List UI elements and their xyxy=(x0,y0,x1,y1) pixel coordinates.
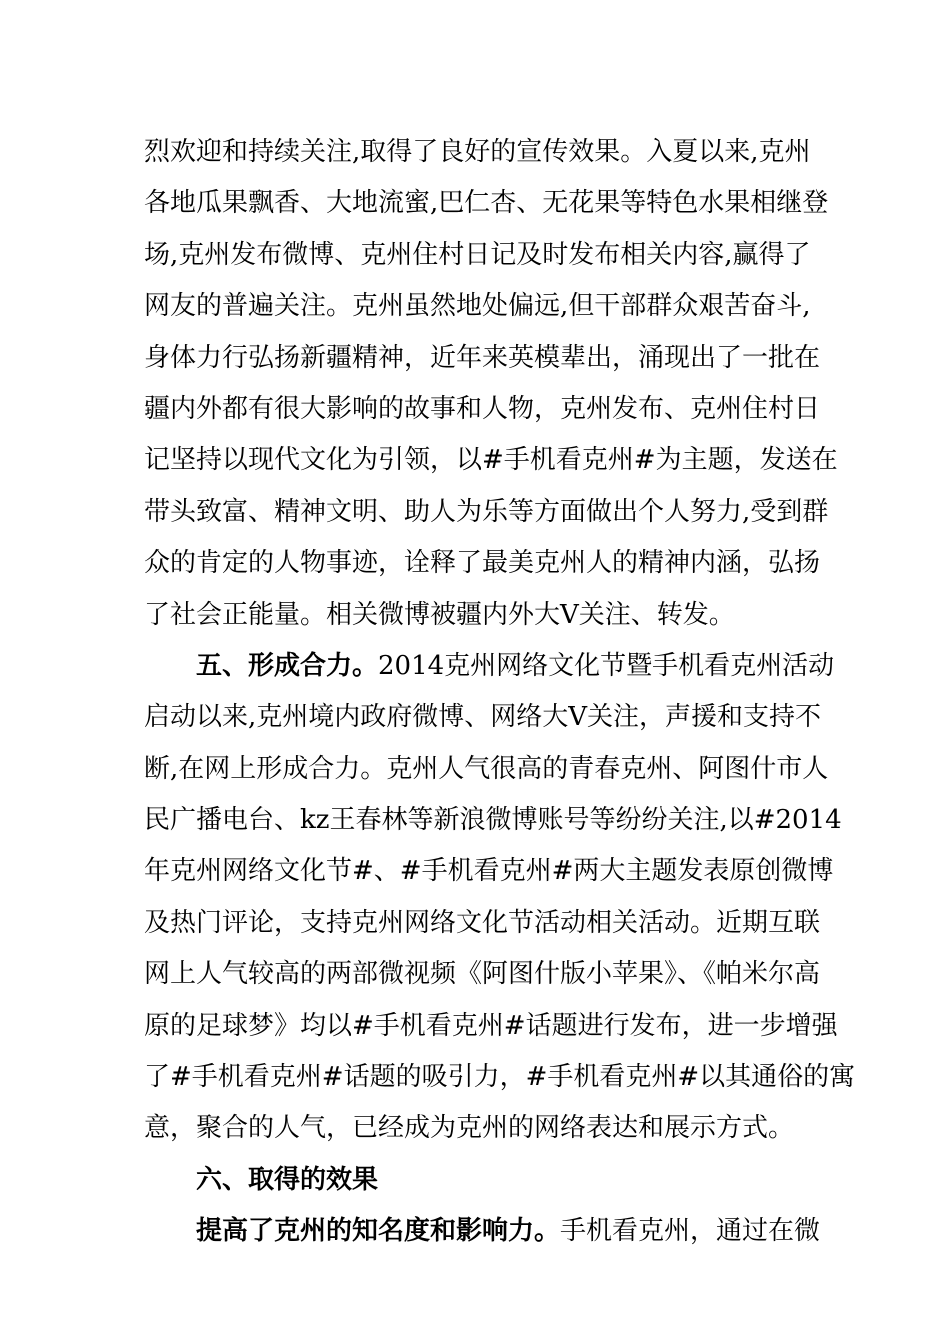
paragraph-line xyxy=(144,590,810,641)
paragraph-line xyxy=(144,1001,838,1052)
paragraph-line xyxy=(144,487,829,538)
body-text: 手机看克州，通过在微 xyxy=(560,1216,821,1247)
body-text: 年克州网络文化节#、#手机看克州#两大主题发表原创微博 xyxy=(144,856,834,887)
paragraph-line xyxy=(144,435,838,486)
body-text: 原的足球梦》均以#手机看克州#话题进行发布，进一步增强 xyxy=(144,1010,838,1041)
body-text: 民广播电台、kz王春林等新浪微博账号等纷纷关注,以#2014 xyxy=(144,805,842,836)
section-heading: 六、取得的效果 xyxy=(196,1164,379,1195)
body-text: 网上人气较高的两部微视频《阿图什版小苹果》、《帕米尔高 xyxy=(144,959,821,990)
paragraph-line xyxy=(144,1103,810,1154)
paragraph-line xyxy=(144,333,821,384)
body-text: 场,克州发布微博、克州住村日记及时发布相关内容,赢得了 xyxy=(144,239,811,270)
paragraph-line xyxy=(144,538,821,589)
body-text: 启动以来,克州境内政府微博、网络大V关注，声援和支持不 xyxy=(144,702,822,733)
body-text: 记坚持以现代文化为引领，以#手机看克州#为主题，发送在 xyxy=(144,445,838,476)
section-heading: 提高了克州的知名度和影响力。 xyxy=(196,1216,561,1247)
paragraph-line xyxy=(144,641,835,692)
body-text: 烈欢迎和持续关注,取得了良好的宣传效果。入夏以来,克州 xyxy=(144,137,811,167)
body-text: 众的肯定的人物事迹，诠释了最美克州人的精神内涵，弘扬 xyxy=(144,548,821,579)
body-text: 断,在网上形成合力。克州人气很高的青春克州、阿图什市人 xyxy=(144,753,829,784)
paragraph-line xyxy=(144,795,842,846)
body-text: 及热门评论，支持克州网络文化节活动相关活动。近期互联 xyxy=(144,907,821,938)
body-text: 2014克州网络文化节暨手机看克州活动 xyxy=(378,650,835,681)
paragraph-line xyxy=(144,178,829,229)
paragraph-line xyxy=(144,744,829,795)
body-text: 了社会正能量。相关微博被疆内外大V关注、转发。 xyxy=(144,599,735,630)
body-text: 网友的普遍关注。克州虽然地处偏远,但干部群众艰苦奋斗, xyxy=(144,291,811,322)
body-text: 身体力行弘扬新疆精神，近年来英模辈出，涌现出了一批在 xyxy=(144,342,821,373)
paragraph-line xyxy=(144,1052,856,1103)
section-heading-line xyxy=(144,1155,810,1206)
body-text: 疆内外都有很大影响的故事和人物，克州发布、克州住村日 xyxy=(144,393,821,424)
paragraph-line xyxy=(144,949,821,1000)
paragraph-line xyxy=(144,898,821,949)
section-heading: 五、形成合力。 xyxy=(196,650,379,681)
body-text: 意，聚合的人气，已经成为克州的网络表达和展示方式。 xyxy=(144,1113,795,1144)
body-text: 带头致富、精神文明、助人为乐等方面做出个人努力,受到群 xyxy=(144,496,829,527)
paragraph-line xyxy=(144,384,821,435)
paragraph-line xyxy=(144,281,810,332)
paragraph-line xyxy=(144,127,810,178)
paragraph-line xyxy=(144,1206,821,1257)
body-text: 各地瓜果飘香、大地流蜜,巴仁杏、无花果等特色水果相继登 xyxy=(144,188,829,219)
paragraph-line xyxy=(144,692,822,743)
body-text: 了#手机看克州#话题的吸引力，#手机看克州#以其通俗的寓 xyxy=(144,1062,856,1093)
paragraph-line xyxy=(144,846,834,897)
paragraph-line xyxy=(144,230,810,281)
document-page xyxy=(144,127,856,1258)
